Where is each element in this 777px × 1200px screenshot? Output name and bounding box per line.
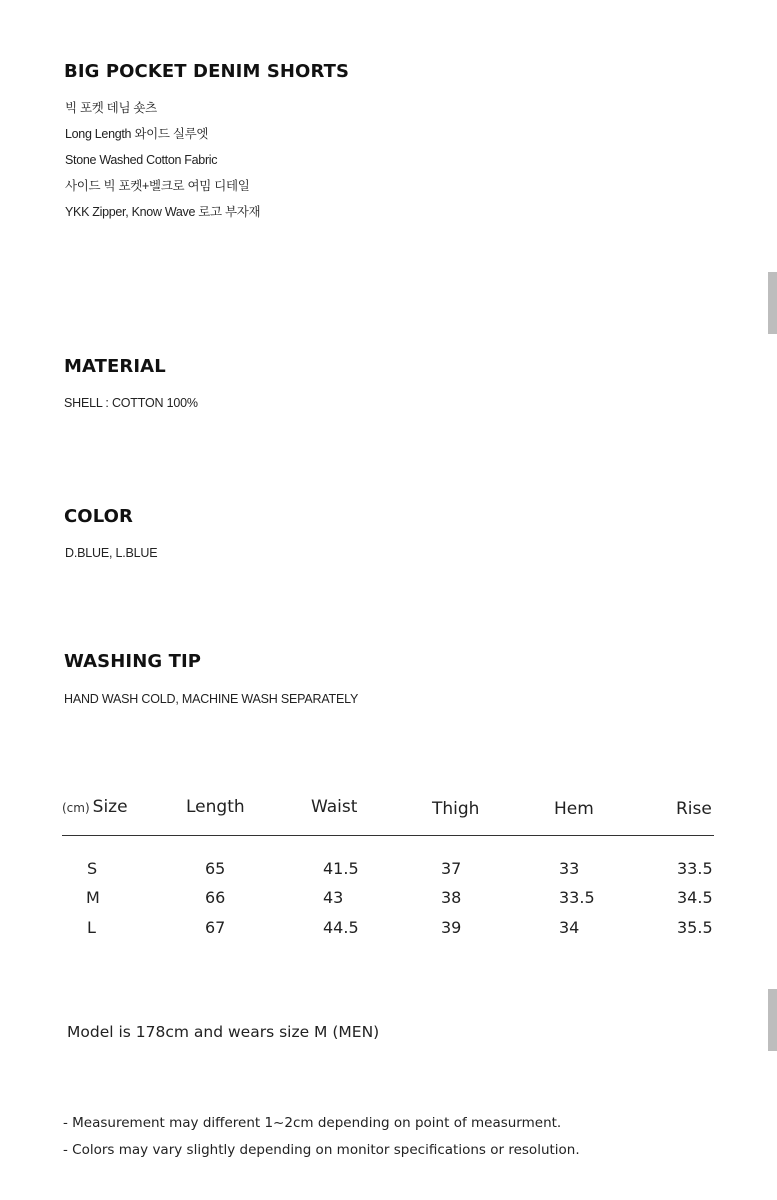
- table-cell-thigh: 37: [441, 859, 462, 878]
- hem-header: Hem: [554, 799, 594, 819]
- table-cell-rise: 35.5: [677, 918, 713, 937]
- washing-tip-title: WASHING TIP: [64, 651, 202, 672]
- footnote-colors: - Colors may vary slightly depending on monitor specifications or resolution.: [63, 1142, 580, 1158]
- table-cell-rise: 33.5: [677, 859, 713, 878]
- size-header: (cm) Size: [62, 797, 128, 817]
- product-title: BIG POCKET DENIM SHORTS: [64, 61, 350, 82]
- material-text: SHELL : COTTON 100%: [64, 396, 198, 410]
- table-cell-length: 66: [205, 888, 226, 907]
- scroll-marker[interactable]: [768, 989, 777, 1051]
- table-cell-size: M: [86, 888, 100, 907]
- table-cell-thigh: 39: [441, 918, 462, 937]
- description-line: Stone Washed Cotton Fabric: [65, 153, 218, 167]
- table-cell-waist: 41.5: [323, 859, 359, 878]
- thigh-header: Thigh: [432, 799, 480, 819]
- footnotes: [63, 1113, 580, 1167]
- table-cell-length: 67: [205, 918, 226, 937]
- washing-tip-text: HAND WASH COLD, MACHINE WASH SEPARATELY: [64, 692, 359, 706]
- description-line: 사이드 빅 포켓+벨크로 여밈 디테일: [65, 179, 250, 193]
- model-note: Model is 178cm and wears size M (MEN): [67, 1023, 380, 1041]
- description-line: YKK Zipper, Know Wave 로고 부자재: [65, 205, 261, 219]
- table-cell-hem: 33: [559, 859, 580, 878]
- table-cell-rise: 34.5: [677, 888, 713, 907]
- color-text: D.BLUE, L.BLUE: [65, 546, 158, 560]
- table-cell-waist: 43: [323, 888, 344, 907]
- color-title: COLOR: [64, 506, 134, 527]
- size-table: [62, 793, 714, 943]
- footnote-measurement: - Measurement may different 1~2cm depending on point of measurment.: [63, 1115, 562, 1131]
- description-line: 빅 포켓 데님 숏츠: [65, 101, 157, 115]
- description-line: Long Length 와이드 실루엣: [65, 127, 209, 141]
- table-cell-hem: 33.5: [559, 888, 595, 907]
- table-cell-length: 65: [205, 859, 226, 878]
- table-cell-thigh: 38: [441, 888, 462, 907]
- table-cell-hem: 34: [559, 918, 580, 937]
- product-description-list: [65, 99, 260, 229]
- header-divider: [62, 835, 714, 836]
- scroll-marker[interactable]: [768, 272, 777, 334]
- rise-header: Rise: [676, 799, 712, 819]
- table-cell-size: S: [87, 859, 98, 878]
- table-cell-size: L: [87, 918, 96, 937]
- table-cell-waist: 44.5: [323, 918, 359, 937]
- waist-header: Waist: [311, 797, 358, 817]
- material-title: MATERIAL: [64, 356, 166, 377]
- length-header: Length: [186, 797, 245, 817]
- unit-label: (cm): [62, 801, 90, 815]
